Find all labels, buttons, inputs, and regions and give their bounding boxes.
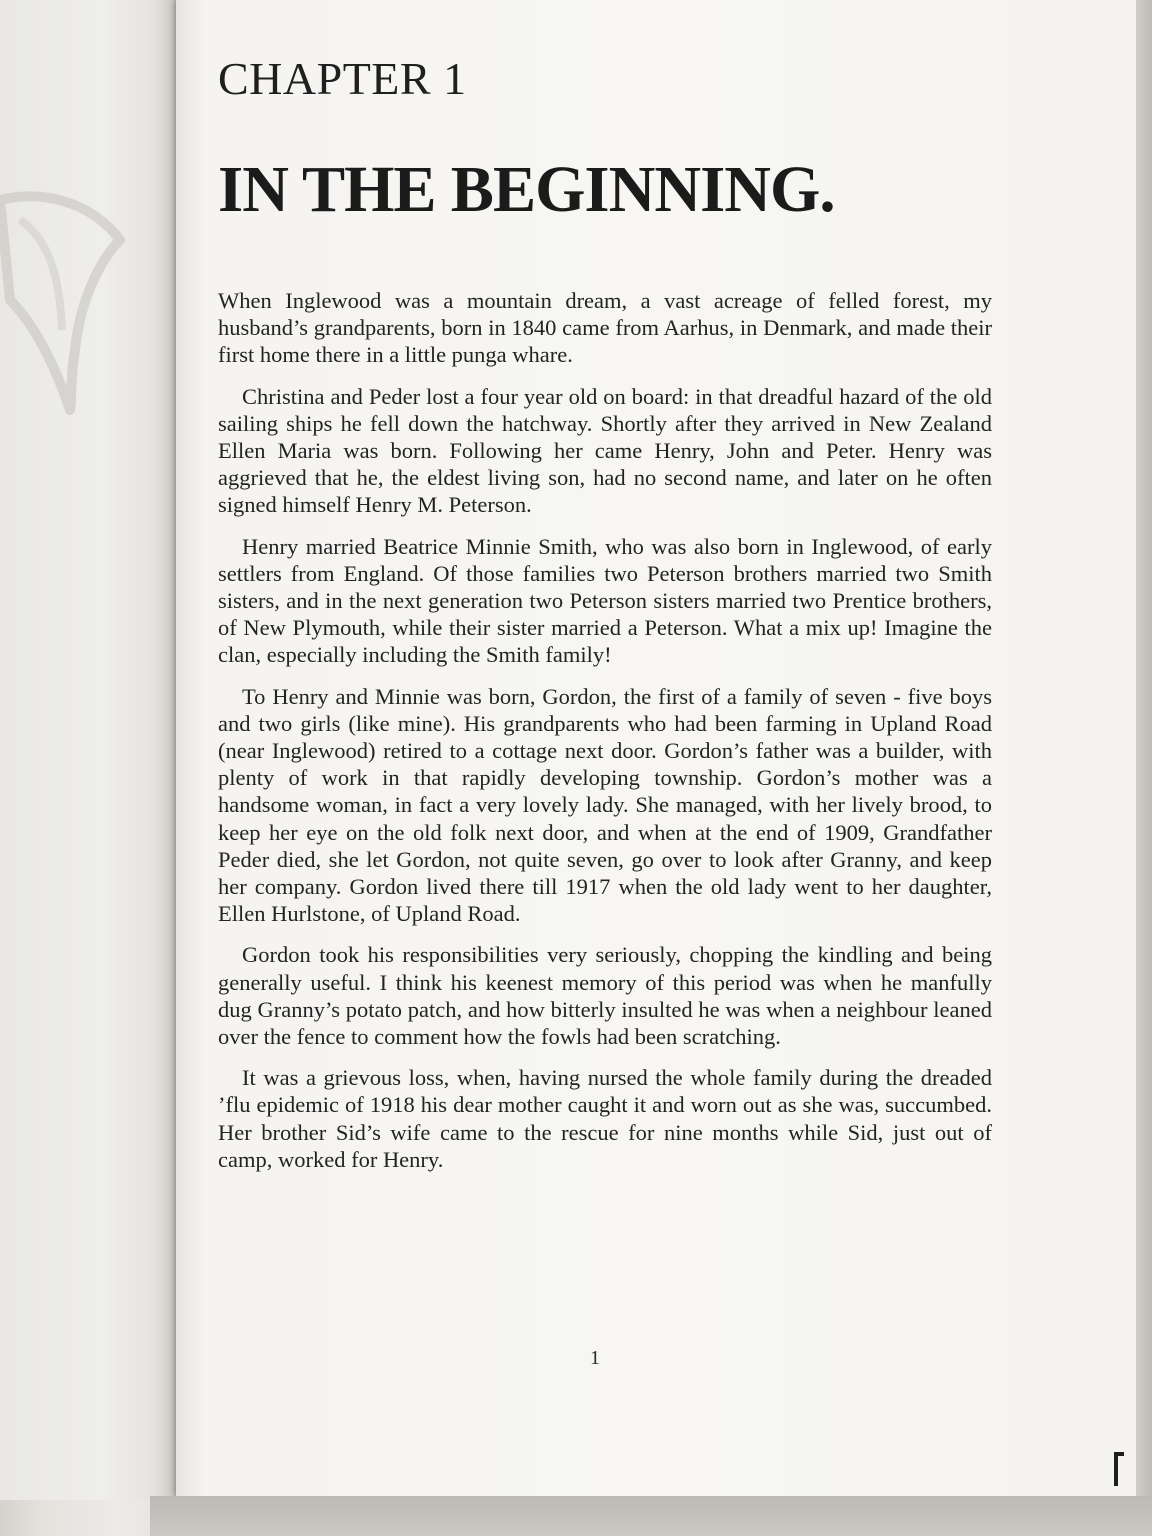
wing-ornament-icon — [0, 180, 140, 420]
paragraph: To Henry and Minnie was born, Gordon, the first of a family of seven - five boys and two girls (like mine). His grandparents who had been farming in Upland Road (near Inglewood) retired to a cottage next door. Gordon’s father was a builder, with plenty of work in that rapidly developing township. Gordon’s mother was a handsome woman, in fact a very lovely lady. She managed, with her lively brood, to keep her eye on the old folk next door, and when at the end of 1909, Grandfather Peder died, she let Gordon, not quite seven, go over to look after Granny, and keep her company. Gordon lived there till 1917 when the old lady went to her daughter, Ellen Hurlstone, of Upland Road. — [218, 683, 992, 927]
chapter-label: CHAPTER 1 — [218, 53, 467, 104]
paragraph: When Inglewood was a mountain dream, a vast acreage of felled forest, my husband’s grandparents, born in 1840 came from Aarhus, in Denmark, and made their first home there in a little punga whare. — [218, 288, 992, 368]
table-surface — [150, 1496, 1152, 1536]
left-page — [0, 0, 170, 1500]
paragraph: It was a grievous loss, when, having nursed the whole family during the dreaded ’flu epidemic of 1918 his dear mother caught it and worn out as she was, succumbed. Her brother Sid’s wife came to the rescue for nine months while Sid, just out of camp, worked for Henry. — [218, 1065, 992, 1172]
corner-clip-icon — [1114, 1452, 1124, 1486]
chapter-body — [218, 287, 992, 1187]
chapter-title: IN THE BEGINNING. — [218, 153, 835, 226]
page-edge — [1136, 0, 1152, 1536]
paragraph: Christina and Peder lost a four year old on board: in that dreadful hazard of the old sailing ships he fell down the hatchway. Shortly after they arrived in New Zealand Ellen Maria was born. Following her came Henry, John and Peter. Henry was aggrieved that he, the eldest living son, had no second name, and later on he often signed himself Henry M. Peterson. — [218, 383, 992, 518]
paragraph: Gordon took his responsibilities very seriously, chopping the kindling and being generally useful. I think his keenest memory of this period was when he manfully dug Granny’s potato patch, and how bitterly insulted he was when a neighbour leaned over the fence to comment how the fowls had been scratching. — [218, 942, 992, 1050]
paragraph: Henry married Beatrice Minnie Smith, who was also born in Inglewood, of early settlers from England. Of those families two Peterson brothers married two Smith sisters, and in the next generation two Peterson sisters married two Prentice brothers, of New Plymouth, while their sister married a Peterson. What a mix up! Imagine the clan, especially including the Smith family! — [218, 533, 992, 668]
page-number: 1 — [590, 1347, 600, 1369]
